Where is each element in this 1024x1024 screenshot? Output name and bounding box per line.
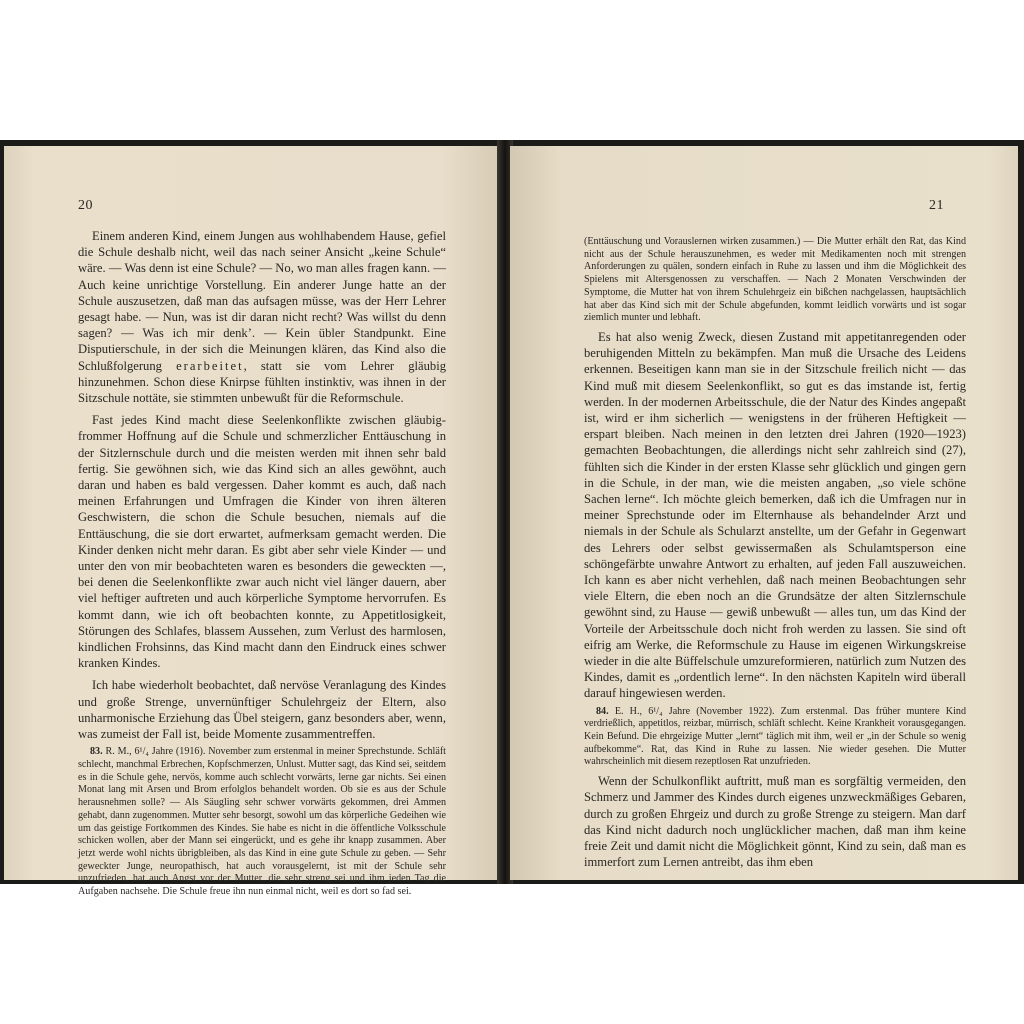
- case-83-continued: (Enttäuschung und Vorauslernen wirken zusammen.) — Die Mutter erhält den Rat, das Kind nicht aus der Schule herauszunehmen, es weder mit Medikamenten noch mit strengen Anforderungen zu quälen, sondern einfach in Ruhe zu lassen und ihm die Möglichkeit des Spielens mit Altersgenossen zu verschaffen. — Nach 2 Monaten Verschwinden der Symptome, die Mutter hat von ihrem Schulehrgeiz ein bißchen nachgelassen, hauptsächlich hat aber das Kind sich mit der Schule abgefunden, kommt leidlich vorwärts und ist sogar ziemlich munter und lebhaft.: [584, 236, 966, 324]
- right-page-text: [584, 236, 966, 870]
- case-83-text: R. M., 6¹/₄ Jahre (1916). November zum erstenmal in meiner Sprechstunde. Schläft schlecht, manchmal Erbrechen, Kopfschmerzen, Unlust. Mutter sagt, das Kind sei, seitdem es in die Schule gehe, nervös, komme auch schlecht vorwärts, lerne gar nichts. Sei einen Monat lang mit Arsen und Brom erfolglos behandelt worden. Ob sie es aus der Schule herausnehmen solle? — Als Säugling sehr schwer vorwärts gekommen, drei Ammen gehabt, dann zugenommen. Mutter sehr besorgt, sowohl um das körperliche Gedeihen wie um das geistige Fortkommen des Kindes. Sie habe es nicht in die öffentliche Volksschule schicken wollen, aber der Mann sei eingerückt, und es gehe ihr knapp zusammen. Aber jetzt werde wohl nichts übrigbleiben, als das Kind in eine gute Schule zu geben. — Sehr geweckter Junge, neuropathisch, hat auch vorausgelernt, ist mit der Schule sehr unzufrieden, hat auch Angst vor der Mutter, die sehr streng sei und ihm jeden Tag die Aufgaben nachsehe. Die Schule freue ihn nun einmal nicht, weil es dort so fad sei.: [78, 746, 446, 898]
- left-page-text: [78, 228, 446, 903]
- page-number-right: 21: [929, 198, 944, 213]
- right-page: [510, 146, 1018, 880]
- book-spread: [0, 140, 1024, 898]
- left-paragraph-1-start: Einem anderen Kind, einem Jungen aus wohlhabendem Hause, gefiel die Schule deshalb nicht, weil das nach seiner Ansicht „keine Schule“ wäre. — Was denn ist eine Schule? — No, wo man alles fragen kann. — Auch keine unrichtige Vorstellung. Ein anderer Junge hatte an der Schule auszusetzen, daß man das aufsagen müsse, was der Herr Lehrer gesagt habe. — Nun, was ist dir daran nicht recht? Was willst du denn sagen? — Was ich mir denk’. — Kein übler Standpunkt. Eine Disputierschule, in der sich die Meinungen klären, das Kind also die Schlußfolgerung: [78, 229, 446, 373]
- case-84-text: E. H., 6¹/₄ Jahre (November 1922). Zum erstenmal. Das früher muntere Kind verdrießlich, appetitlos, reizbar, mürrisch, schläft schlecht. Keine Krankheit vorausgegangen. Kein Befund. Die ehrgeizige Mutter „lernt“ täglich mit ihm, weil er „in der Schule so wenig aufbekomme“. Rat, das Kind in Ruhe zu lassen. Nie wieder gesehen. Die Mutter wahrscheinlich mit diesem rezeptlosen Rat unzufrieden.: [584, 705, 966, 768]
- left-paragraph-1-emphasis: erarbeitet: [176, 358, 244, 373]
- right-paragraph-2: Wenn der Schulkonflikt auftritt, muß man es sorgfältig vermeiden, den Schmerz und Jammer des Kindes durch eigenes unzweckmäßiges Gebaren, durch zu großen Ehrgeiz und durch zu große Strenge zu steigern. Man darf das Kind nicht dadurch noch unglücklicher machen, daß man ihm keine freie Zeit und damit nicht die Möglichkeit gönnt, Kind zu sein, daß man es immerfort zum Lernen antreibt, das ihm eben: [584, 774, 966, 870]
- case-83-number: 83.: [90, 746, 103, 758]
- right-paragraph-1: Es hat also wenig Zweck, diesen Zustand mit appetitanregenden oder beruhigenden Mitteln zu bekämpfen. Man muß die Ursache des Leidens erkennen. Beseitigen kann man sie in der Sitzschule freilich nicht — das Kind muß mit diesem Seelenkonflikt, so gut es das imstande ist, fertig werden. In der modernen Arbeitsschule, die der Natur des Kindes angepaßt ist, wird er ihm sicherlich — wenigstens in der früheren Heftigkeit — erspart bleiben. Nach meinen in den letzten drei Jahren (1920—1923) gemachten Beobachtungen, die allerdings nicht sehr zahlreich sind (27), fühlten sich die Kinder in der ersten Klasse sehr glücklich und gingen gern in die Schule, in der man, wie die meisten angaben, „so viele schöne Sachen lerne“. Ich möchte gleich bemerken, daß ich die Umfragen nur in meiner Sprechstunde oder im Elternhause als behandelnder Arzt und niemals in der Schule als Schularzt anstellte, um der Gefahr in Gegenwart des Lehrers oder selbst gewissermaßen als Schulamtsperson eine schöngefärbte unwahre Antwort zu erhalten, auf jeden Fall auszuweichen. Ich kann es aber nicht verhehlen, daß nach meinen Beobachtungen sehr viele Eltern, die eben noch an die Grundsätze der alten Sitzlernschule gewöhnt sind, zu Hause — gewiß unbewußt — alles tun, um das Kind der Vorteile der Arbeitsschule doch nicht froh werden zu lassen. Sie sind oft eifrig am Werke, die Reformschule zu Hause im eigenen Wirkungskreise wieder in die alte Büffelschule umzureformieren, natürlich zum Nutzen des Kindes, damit es „ordentlich lerne“. In den nächsten Kapiteln wird überall darauf hingewiesen werden.: [584, 329, 966, 701]
- case-84: [584, 706, 966, 770]
- left-paragraph-3: Ich habe wiederholt beobachtet, daß nervöse Veranlagung des Kindes und große Strenge, unvernünftiger Schulehrgeiz der Eltern, also unharmonische Erziehung das Übel steigern, ganz besonders aber, wenn, was zumeist der Fall ist, beide Momente zusammentreffen.: [78, 678, 446, 742]
- page-number-left: 20: [78, 198, 93, 213]
- case-83: [78, 746, 446, 898]
- case-84-number: 84.: [596, 705, 609, 717]
- left-paragraph-2: Fast jedes Kind macht diese Seelenkonflikte zwischen gläubig-frommer Hoffnung auf die Schule und schmerzlicher Enttäuschung in der Sitzlernschule durch und die meisten werden mit ihnen sehr bald fertig. Sie gewöhnen sich, wie das Kind sich an alles gewöhnt, auch daran und haben es bald vergessen. Daher kommt es auch, daß nach meinen Erfahrungen und Umfragen die Kinder von ihren älteren Geschwistern, die schon die Schule besuchen, niemals auf die Enttäuschung, die sie dort erwartet, aufmerksam gemacht werden. Die Kinder denken nicht mehr daran. Es gibt aber sehr viele Kinder — und unter den von mir beobachteten waren es besonders die geweckten —, bei denen die Seelenkonflikte zwar auch nicht viel länger dauern, aber viel heftiger auftreten und auch körperliche Symptome hervorrufen. Es kommt dann, wie ich oft beobachten konnte, zu Appetitlosigkeit, Störungen des Schlafes, blassem Aussehen, zum Verlust des harmlosen, kindlichen Frohsinns, das Kind macht dann den Eindruck eines schwer kranken Kindes.: [78, 413, 446, 671]
- left-paragraph-1: [78, 228, 446, 406]
- left-paragraph-1-end: , statt sie vom Lehrer gläubig hinzunehmen. Schon diese Knirpse fühlten instinktiv, was ihnen in der Sitzschule nottäte, sie stimmten unbewußt für die Reformschule.: [78, 358, 446, 406]
- left-page: [4, 146, 500, 898]
